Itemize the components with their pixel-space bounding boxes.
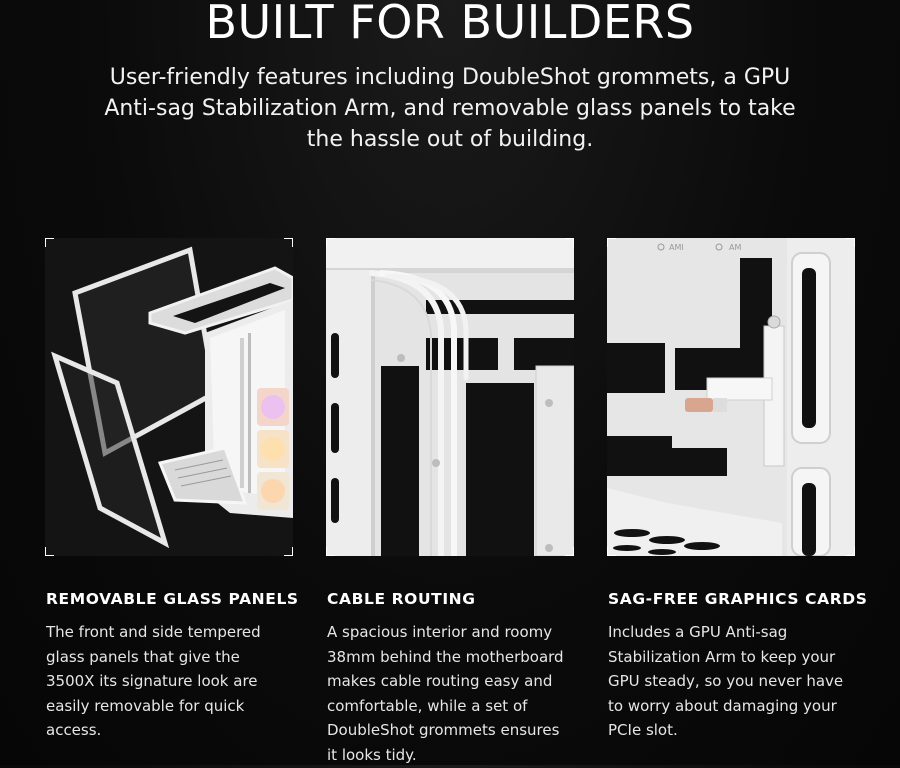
gpu-support-illustration: [607, 238, 855, 556]
ami-label-left: AMI: [669, 243, 684, 252]
ami-label-right: AM: [729, 243, 742, 252]
feature-title-sag-free: SAG-FREE GRAPHICS CARDS: [608, 590, 868, 608]
page-subtitle: User-friendly features including DoubleShot grommets, a GPU Anti-sag Stabilization Arm, and removable glass panels to take the hassle out of building.: [104, 65, 796, 152]
feature-title-cable-routing: CABLE ROUTING: [327, 590, 476, 608]
feature-title-glass-panels: REMOVABLE GLASS PANELS: [46, 590, 299, 608]
case-exploded-illustration: [45, 238, 293, 556]
cable-routing-illustration: [326, 238, 574, 556]
feature-desc-glass-panels: The front and side tempered glass panels that give the 3500X its signature look are easily removable for quick access.: [46, 623, 261, 740]
gpu-antisag-image: [607, 238, 855, 556]
feature-desc-sag-free: Includes a GPU Anti-sag Stabilization Arm to keep your GPU steady, so you never have to worry about damaging your PCIe slot.: [608, 623, 844, 740]
cable-routing-image: [326, 238, 574, 556]
page-title: BUILT FOR BUILDERS: [205, 0, 695, 49]
glass-panels-image: [45, 238, 293, 556]
feature-desc-cable-routing: A spacious interior and roomy 38mm behind the motherboard makes cable routing easy and comfortable, while a set of DoubleShot grommets ensures it looks tidy.: [327, 623, 564, 764]
